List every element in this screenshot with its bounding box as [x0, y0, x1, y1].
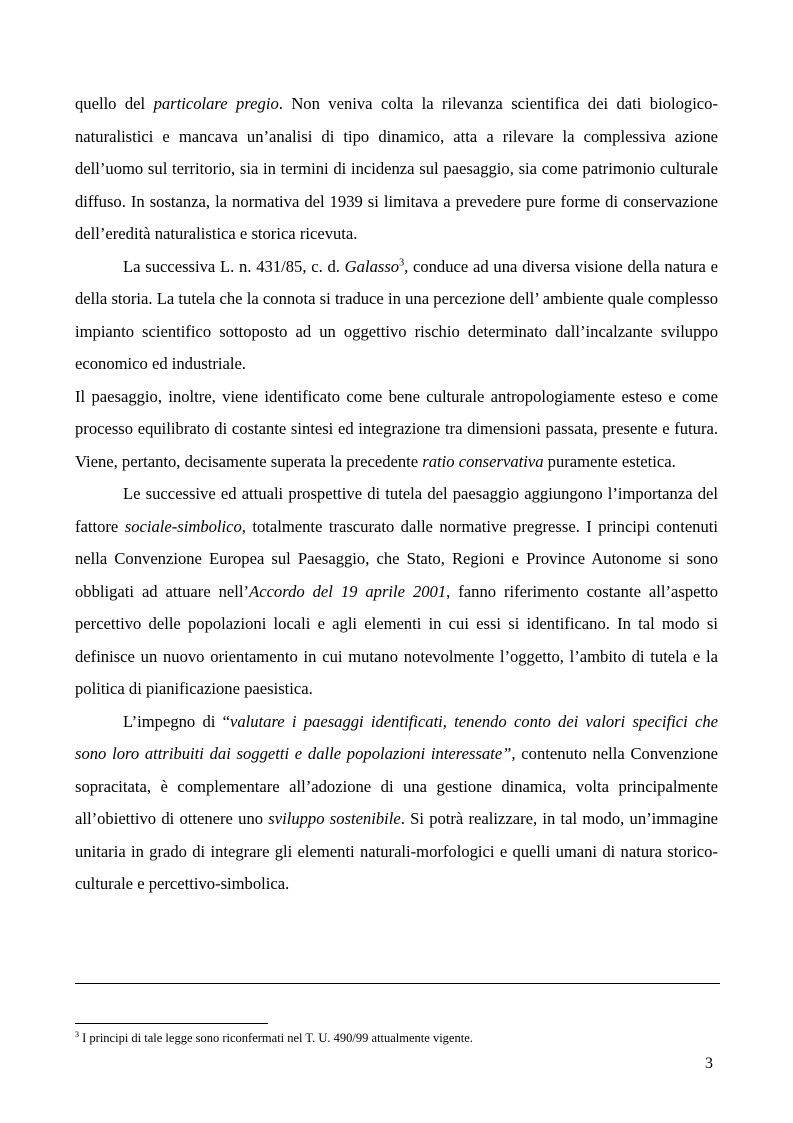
page-number: 3: [705, 1055, 713, 1072]
italic-span: Accordo del 19 aprile 2001: [249, 581, 447, 601]
italic-span: Galasso: [344, 256, 400, 276]
italic-span: particolare pregio: [153, 94, 279, 113]
text-span: , totalmente trascurato dalle normative pregresse. I principi contenuti nella Convenzione Europea sul Paesaggio, che Stato, Regioni e Province Autonome si sono obbligati ad attuare nell’: [75, 516, 718, 601]
italic-span: sociale-simbolico: [124, 516, 242, 536]
footnote: [75, 1030, 720, 1046]
paragraph-5: [75, 706, 718, 901]
paragraph-3: [75, 381, 718, 479]
bottom-rule: [75, 983, 720, 984]
document-body: [75, 88, 718, 901]
text-span: Le successive ed attuali prospettive di tutela del paesaggio aggiungono l’importanza del fattore: [75, 484, 718, 536]
footnote-ref: 3: [399, 256, 405, 268]
paragraph-4: [75, 478, 718, 706]
italic-span: ,: [404, 256, 409, 276]
text-span: Il paesaggio, inoltre, viene identificato come bene culturale antropologiamente esteso e come processo equilibrato di costante sintesi ed integrazione tra dimensioni passata, presente e futura. Viene, pertanto, decisamente superata la precedente: [75, 386, 718, 471]
text-span: contenuto nella Convenzione sopracitata, è complementare all’adozione di una gestione dinamica, volta principalmente all’obiettivo di ottenere uno: [75, 744, 719, 828]
text-span: . Non veniva colta la rilevanza scientifica dei dati biologico-naturalistici e mancava un’analisi di tipo dinamico, atta a rilevare la complessiva azione dell’uomo sul territorio, sia in termini di incidenza sul paesaggio, sia come patrimonio culturale diffuso. In sostanza, la normativa del 1939 si limitava a prevedere pure forme di conservazione dell’eredità naturalistica e storica ricevuta.: [75, 94, 718, 243]
paragraph-2: [75, 251, 718, 381]
footnote-separator: [75, 1023, 268, 1024]
text-span: . Si potrà realizzare, in tal modo, un’immagine unitaria in grado di integrare gli elementi naturali-morfologici e quelli umani di natura storico-culturale e percettivo-simbolica.: [75, 809, 718, 893]
text-span: L’impegno di “: [123, 711, 230, 731]
text-span: , fanno riferimento costante all’aspetto percettivo delle popolazioni locali e agli elementi in cui essi si identificano. In tal modo si definisce un nuovo orientamento in cui mutano notevolmente l’oggetto, l’ambito di tutela e la politica di pianificazione paesistica.: [75, 581, 718, 698]
footnote-mark: 3: [75, 1029, 79, 1039]
text-span: puramente estetica.: [543, 451, 676, 471]
text-span: conduce ad una diversa visione della natura e della storia. La tutela che la connota si traduce in una percezione dell’ ambiente quale complesso impianto scientifico sottoposto ad un oggettivo rischio determinato dall’incalzante sviluppo economico ed industriale.: [75, 256, 718, 373]
text-span: quello del: [75, 94, 154, 113]
italic-span: ratio conservativa: [422, 451, 544, 471]
italic-span: sviluppo sostenibile: [268, 809, 401, 828]
footnote-text: I principi di tale legge sono riconfermati nel T. U. 490/99 attualmente vigente.: [79, 1031, 473, 1045]
text-span: La successiva L. n. 431/85, c. d.: [123, 256, 345, 276]
paragraph-1: [75, 88, 718, 251]
italic-span: valutare i paesaggi identificati, tenendo conto dei valori specifici che sono loro attribuiti dai soggetti e dalle popolazioni interessate”,: [75, 711, 718, 763]
